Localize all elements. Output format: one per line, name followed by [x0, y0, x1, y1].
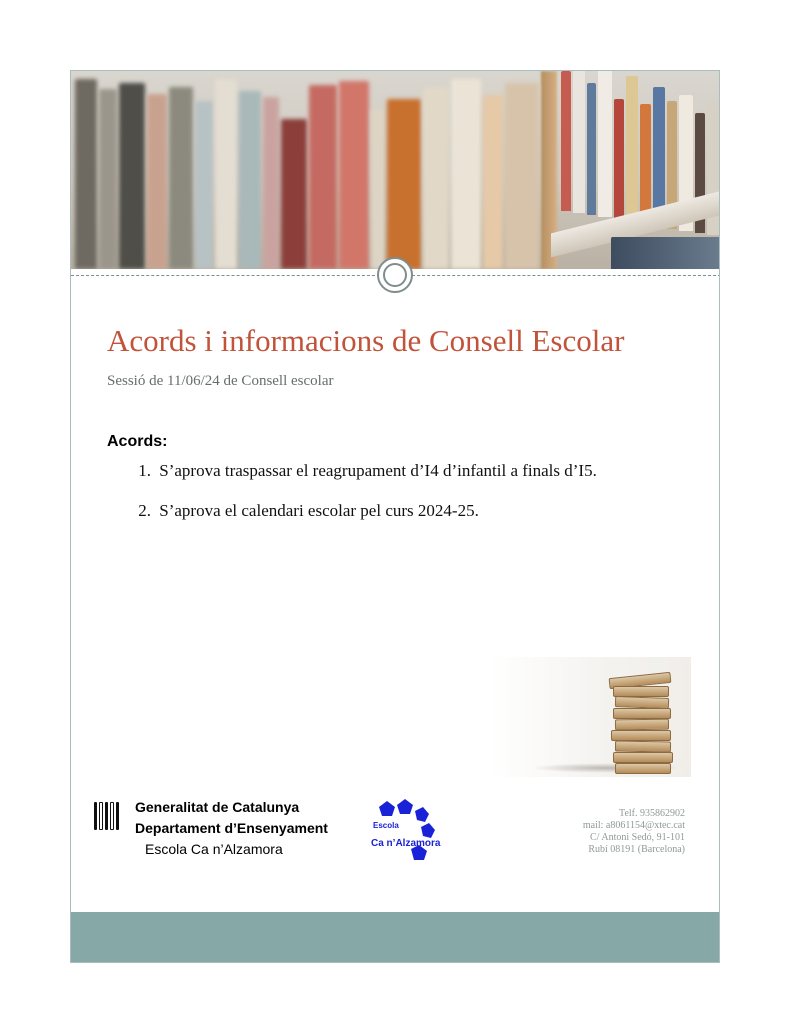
institution-block	[135, 797, 328, 860]
list-item-text: S’aprova el calendari escolar pel curs 2024-25.	[159, 501, 479, 520]
footer-bar	[71, 912, 720, 962]
agreements-heading: Acords:	[107, 433, 168, 450]
school-logo-word2: Ca n’Alzamora	[371, 838, 441, 849]
list-item-number: 1.	[138, 461, 151, 480]
school-logo-shapes-icon	[371, 799, 457, 865]
list-item-number: 2.	[138, 501, 151, 520]
session-subtitle: Sessió de 11/06/24 de Consell escolar	[107, 373, 334, 389]
agreements-list	[107, 461, 597, 541]
contact-phone: Telf. 935862902	[619, 808, 685, 819]
institution-name: Generalitat de Catalunya	[135, 799, 300, 815]
contact-address: C/ Antoni Sedó, 91-101	[589, 832, 685, 843]
books-shelf-banner	[71, 71, 720, 269]
school-logo-word1: Escola	[373, 821, 399, 830]
list-item-text: S’aprova traspassar el reagrupament d’I4 d’infantil a finals d’I5.	[159, 461, 597, 480]
gencat-emblem-icon	[93, 802, 119, 830]
page-title: Acords i informacions de Consell Escolar	[107, 323, 625, 358]
department-name: Departament d’Ensenyament	[135, 820, 328, 836]
school-name: Escola Ca n’Alzamora	[145, 841, 283, 857]
ring-ornament-icon	[377, 257, 413, 293]
contact-city: Rubí 08191 (Barcelona)	[588, 844, 685, 855]
list-item	[107, 501, 597, 521]
contact-block	[583, 808, 685, 856]
list-item	[107, 461, 597, 481]
school-logo	[371, 799, 457, 865]
contact-mail: mail: a8061154@xtec.cat	[582, 820, 685, 831]
page-frame	[70, 70, 720, 963]
books-stack-photo	[491, 657, 691, 777]
